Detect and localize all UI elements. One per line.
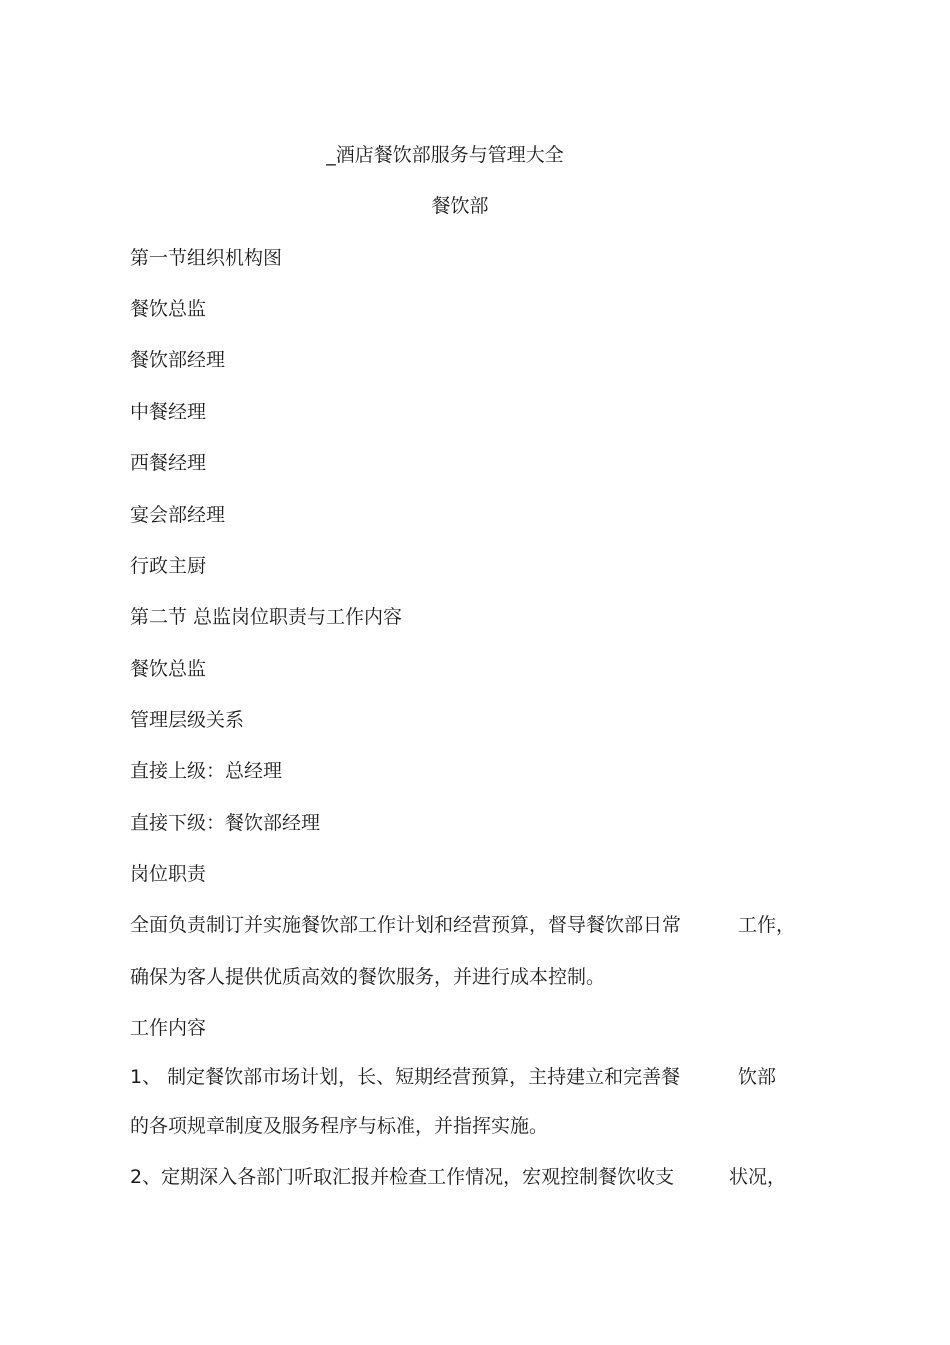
org-item: 中餐经理 xyxy=(130,401,207,423)
org-item: 宴会部经理 xyxy=(130,504,226,526)
org-item: 餐饮部经理 xyxy=(130,349,226,371)
org-item: 西餐经理 xyxy=(130,452,207,474)
paragraph-line-tail: 工作， xyxy=(738,914,796,936)
org-item: 行政主厨 xyxy=(130,555,207,577)
list-item-line: 2、定期深入各部门听取汇报并检查工作情况，宏观控制餐饮收支 xyxy=(130,1166,675,1188)
superior-line: 直接上级：总经理 xyxy=(130,760,283,782)
subheading: 管理层级关系 xyxy=(130,709,245,731)
paragraph-line: 确保为客人提供优质高效的餐饮服务，并进行成本控制。 xyxy=(130,966,606,988)
subheading: 工作内容 xyxy=(130,1017,207,1039)
list-item-line-tail: 饮部 xyxy=(738,1066,777,1088)
subordinate-line: 直接下级：餐饮部经理 xyxy=(130,812,321,834)
position-title: 餐饮总监 xyxy=(130,658,207,680)
section-heading-1: 第一节组织机构图 xyxy=(130,247,283,269)
org-item: 餐饮总监 xyxy=(130,298,207,320)
list-item-line: 的各项规章制度及服务程序与标准，并指挥实施。 xyxy=(130,1115,549,1137)
list-item-line-tail: 状况， xyxy=(729,1166,787,1188)
subheading: 岗位职责 xyxy=(130,863,207,885)
section-heading-2: 第二节 总监岗位职责与工作内容 xyxy=(130,606,403,628)
document-subtitle: 餐饮部 xyxy=(431,195,489,217)
paragraph-line: 全面负责制订并实施餐饮部工作计划和经营预算，督导餐饮部日常 xyxy=(130,914,682,936)
list-item-line: 1、 制定餐饮部市场计划，长、短期经营预算，主持建立和完善餐 xyxy=(130,1066,681,1088)
document-title: _酒店餐饮部服务与管理大全 xyxy=(326,144,564,166)
